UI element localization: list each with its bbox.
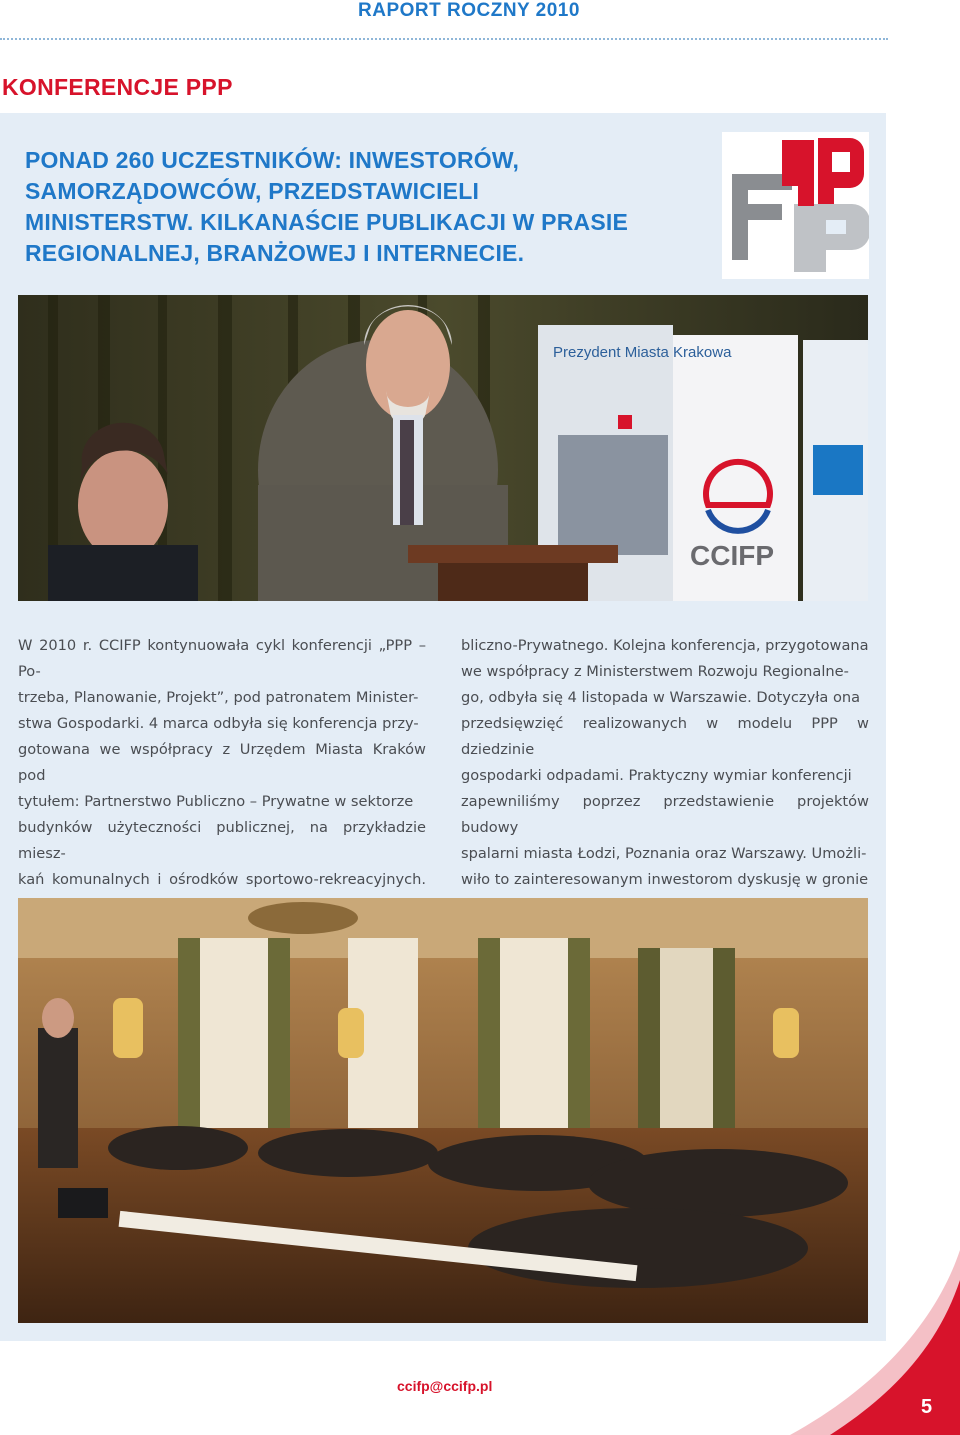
- text-line: wiło to zainteresowanym inwestorom dyskusję w gronie: [461, 871, 869, 888]
- corner-decoration: [790, 1240, 960, 1435]
- text-line: spalarni miasta Łodzi, Poznania oraz Warszawy. Umożli-: [461, 845, 867, 862]
- text-line: kań komunalnych i ośrodków sportowo-rekreacyjnych.: [18, 871, 426, 888]
- ppp-logo-icon: [722, 132, 869, 279]
- page-number: 5: [921, 1396, 933, 1418]
- conference-speaker-photo: [18, 295, 868, 601]
- footer-email[interactable]: ccifp@ccifp.pl: [397, 1378, 493, 1394]
- body-text-right: [461, 633, 869, 919]
- text-line: stwa Gospodarki. 4 marca odbyła się konferencja przy-: [18, 715, 419, 732]
- hall-photo-image: [18, 898, 868, 1323]
- lead-paragraph: [25, 145, 685, 269]
- city-banner-label: Prezydent Miasta Krakowa: [553, 344, 732, 361]
- text-line: przedsięwzięć realizowanych w modelu PPP w dziedzinie: [461, 715, 869, 758]
- text-line: we współpracy z Ministerstwem Rozwoju Regionalne-: [461, 663, 849, 680]
- text-line: budynków użyteczności publicznej, na przykładzie miesz-: [18, 819, 426, 862]
- section-title: KONFERENCJE PPP: [2, 74, 233, 100]
- speaker-photo-image: [18, 295, 868, 601]
- lead-line: MINISTERSTW. KILKANAŚCIE PUBLIKACJI W PRASIE: [25, 209, 628, 235]
- report-header: RAPORT ROCZNY 2010: [358, 0, 580, 21]
- header-divider: [0, 38, 888, 40]
- text-line: bliczno-Prywatnego. Kolejna konferencja, przygotowana: [461, 637, 869, 654]
- lead-line: PONAD 260 UCZESTNIKÓW: INWESTORÓW,: [25, 147, 520, 173]
- ccifp-banner-label: CCIFP: [690, 540, 774, 571]
- ppp-logo: [722, 132, 869, 279]
- lead-line: REGIONALNEJ, BRANŻOWEJ I INTERNECIE.: [25, 240, 525, 266]
- conference-hall-photo: [18, 898, 868, 1323]
- text-line: trzeba, Planowanie, Projekt”, pod patronatem Minister-: [18, 689, 419, 706]
- text-line: tytułem: Partnerstwo Publiczno – Prywatne w sektorze: [18, 793, 414, 810]
- lead-line: SAMORZĄDOWCÓW, PRZEDSTAWICIELI: [25, 178, 480, 204]
- text-line: gospodarki odpadami. Praktyczny wymiar konferencji: [461, 767, 852, 784]
- text-line: W 2010 r. CCIFP kontynuowała cykl konferencji „PPP – Po-: [18, 637, 426, 680]
- text-line: zapewniliśmy poprzez przedstawienie projektów budowy: [461, 793, 869, 836]
- text-line: go, odbyła się 4 listopada w Warszawie. Dotyczyła ona: [461, 689, 861, 706]
- text-line: gotowana we współpracy z Urzędem Miasta Kraków pod: [18, 741, 426, 784]
